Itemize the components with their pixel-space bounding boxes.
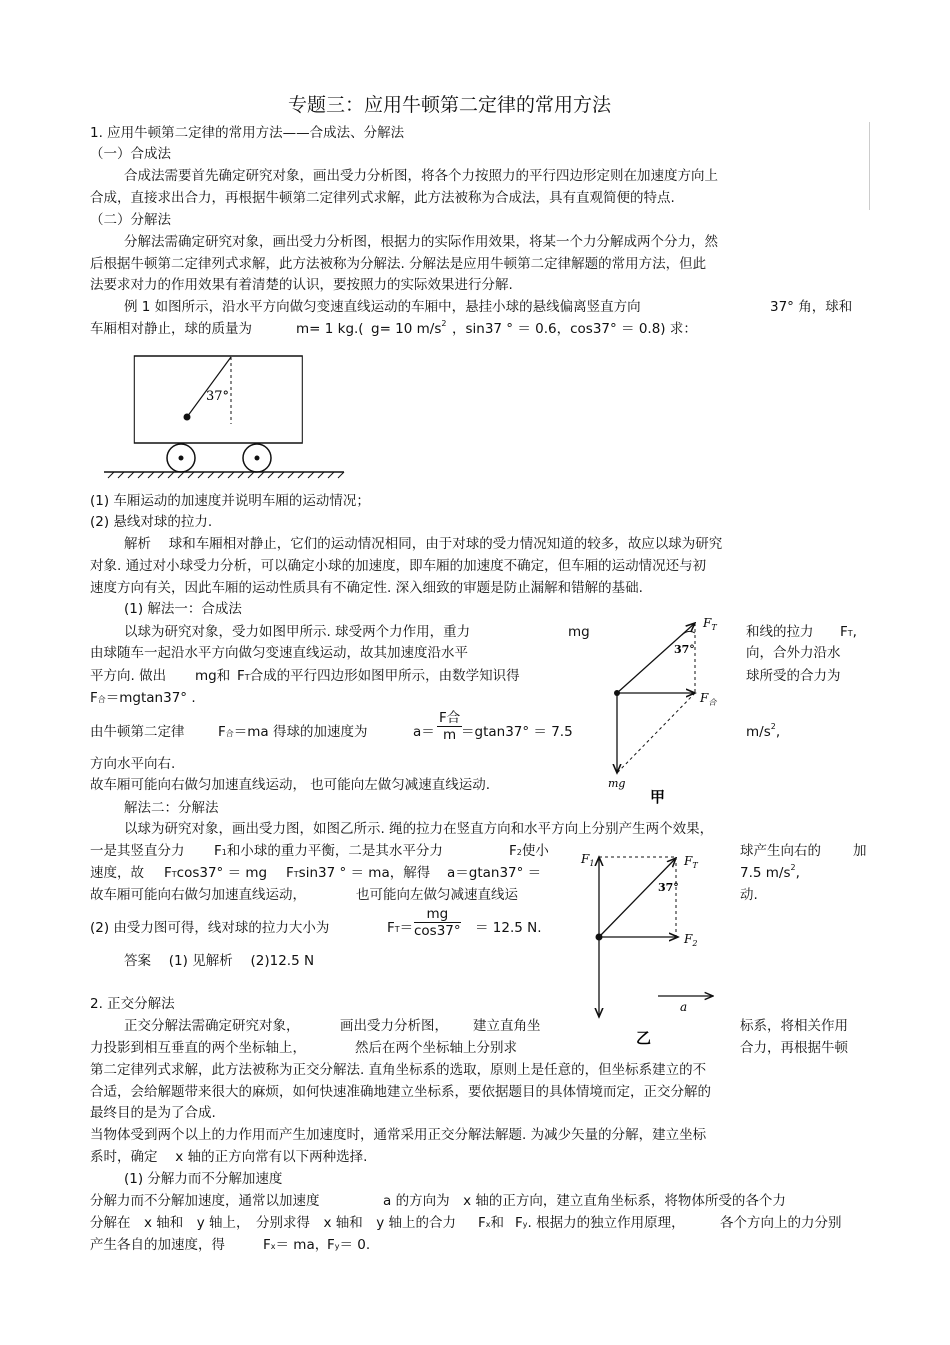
solution-line: 动. (740, 887, 758, 903)
section-2-heading: 2. 正交分解法 (90, 996, 175, 1012)
analysis-line: 对象. 通过对小球受力分析，可以确定小球的加速度，即车厢的加速度不确定，但车厢的运动情况还与初 (90, 558, 707, 574)
svg-text:37°: 37° (674, 643, 695, 656)
paragraph-line: 系时，确定 x 轴的正方向常有以下两种选择. (90, 1149, 368, 1165)
paragraph-line: 分解法需确定研究对象，画出受力分析图，根据力的实际作用效果，将某一个力分解成两个分力，然 (124, 234, 718, 250)
string-line (187, 357, 231, 417)
paragraph-line: 画出受力分析图， (340, 1018, 448, 1034)
solution-line: 由球随车一起沿水平方向做匀变速直线运动，故其加速度沿水平 (90, 645, 468, 661)
question-1: (1) 车厢运动的加速度并说明车厢的运动情况； (90, 493, 370, 509)
svg-text:a: a (680, 1000, 688, 1014)
margin-rule (869, 122, 870, 210)
fraction-numerator: mg (414, 907, 461, 923)
solution-line: (2) 由受力图可得，线对球的拉力大小为 (90, 920, 330, 936)
fraction-a (437, 711, 462, 742)
paragraph-line: 法要求对力的作用效果有着清楚的认识，要按照力的实际效果进行分解. (90, 277, 513, 293)
solution-line: 以球为研究对象，画出受力图，如图乙所示. 绳的拉力在竖直方向和水平方向上分别产生两个效果， (124, 821, 714, 837)
analysis-line: 解析 球和车厢相对静止，它们的运动情况相同，由于对球的受力情况知道的较多，故应以球为研究 (124, 536, 723, 552)
solution-line: 球所受的合力为 (746, 668, 841, 684)
paragraph-line: 各个方向上的力分别 (720, 1215, 842, 1231)
solution-2-heading: 解法二：分解法 (124, 800, 219, 816)
paragraph-line: a 的方向为 x 轴的正方向，建立直角坐标系，将物体所受的各个力 (383, 1193, 786, 1209)
cart-figure (100, 352, 350, 480)
fraction-denominator: m (443, 727, 457, 744)
svg-text:37°: 37° (658, 881, 679, 894)
example-line: 例 1 如图所示，沿水平方向做匀变速直线运动的车厢中，悬挂小球的悬线偏离竖直方向 (124, 299, 641, 315)
paragraph-line: 分解力而不分解加速度，通常以加速度 (90, 1193, 320, 1209)
example-line: 37° 角，球和 (770, 299, 853, 315)
svg-text:mg: mg (608, 777, 626, 790)
svg-text:F合: $F_合$ (700, 691, 717, 707)
solution-line: mg和 (195, 668, 231, 684)
svg-text:甲: 甲 (650, 788, 666, 806)
solution-line: 故车厢可能向右做匀加速直线运动， (90, 887, 306, 903)
example-line: 车厢相对静止，球的质量为 (90, 321, 252, 337)
solution-line: 加 (853, 843, 867, 859)
paragraph-line: 然后在两个坐标轴上分别求 (355, 1040, 517, 1056)
force-diagram-yi (578, 845, 738, 1055)
paragraph-line: 最终目的是为了合成. (90, 1105, 216, 1121)
solution-line: 也可能向左做匀减速直线运 (356, 887, 518, 903)
wheel-left-hub (179, 456, 184, 461)
solution-line: F合＝mgtan37° . (90, 690, 196, 706)
wheel-right-hub (255, 456, 260, 461)
paragraph-line: 正交分解法需确定研究对象， (124, 1018, 300, 1034)
solution-line: F1和小球的重力平衡，二是其水平分力 (214, 843, 443, 859)
paragraph-line: Fy＝ 0. (327, 1237, 371, 1253)
answer-line: 答案 (1) 见解析 (2)12.5 N (124, 953, 315, 969)
paragraph-line: Fx和 (478, 1215, 504, 1231)
example-line: m= 1 kg.( (296, 321, 364, 337)
paragraph-line: 合成，直接求出合力，再根据牛顿第二定律列式求解，此方法被称为合成法，具有直观简便的特点. (90, 190, 675, 206)
solution-line: ＝gtan37° ＝ 7.5 (461, 724, 573, 740)
paragraph-line: 当物体受到两个以上的力作用而产生加速度时，通常采用正交分解法解题. 为减少矢量的分解，建立坐标 (90, 1127, 707, 1143)
subsection-heading: (1) 分解力而不分解加速度 (124, 1171, 283, 1187)
solution-line: FT合成的平行四边形如图甲所示，由数学知识得 (237, 668, 520, 684)
solution-line: F2使小 (509, 843, 549, 859)
solution-line: 方向水平向右. (90, 756, 176, 772)
svg-text:F2: $F_2$ (684, 932, 698, 948)
solution-line: a＝gtan37° ＝ (447, 865, 542, 881)
force-diagram-jia (600, 615, 730, 805)
solution-line: F合＝ma 得球的加速度为 (218, 724, 368, 740)
paragraph-line: 合力，再根据牛顿 (740, 1040, 848, 1056)
paragraph-line: 建立直角坐 (473, 1018, 541, 1034)
ground-hatching (108, 472, 344, 478)
solution-line: 一是其竖直分力 (90, 843, 185, 859)
svg-text:乙: 乙 (636, 1029, 652, 1047)
paragraph-line: 分解在 x 轴和 y 轴上， (90, 1215, 250, 1231)
solution-line: FT＝ (387, 920, 414, 936)
solution-line: FTcos37° ＝ mg (164, 865, 268, 881)
solution-line: 和线的拉力 (746, 624, 814, 640)
fraction-ft (414, 907, 461, 938)
subsection-heading-hecheng: （一）合成法 (90, 146, 171, 162)
page-title: 专题三：应用牛顿第二定律的常用方法 (288, 94, 612, 116)
solution-line: $m/s^2$, (746, 722, 781, 740)
paragraph-line: 第二定律列式求解，此方法被称为正交分解法. 直角坐标系的选取，原则上是任意的，但坐标系建立的不 (90, 1062, 707, 1078)
subsection-heading-fenjie: （二）分解法 (90, 212, 171, 228)
solution-line: 故车厢可能向右做匀加速直线运动， 也可能向左做匀减速直线运动. (90, 777, 491, 793)
solution-line: 球产生向右的 (740, 843, 821, 859)
solution-line: 向，合外力沿水 (746, 645, 841, 661)
solution-1-heading: (1) 解法一：合成法 (124, 601, 242, 617)
fraction-numerator: F合 (439, 710, 461, 726)
svg-text:FT: $F_T$ (684, 854, 698, 870)
fraction-denominator: cos37° (414, 923, 461, 940)
svg-text:FT: $F_T$ (703, 616, 717, 632)
solution-line: 由牛顿第二定律 (90, 724, 185, 740)
paragraph-line: Fx＝ ma， (263, 1237, 329, 1253)
example-line: g= 10 $m/s^2$ (371, 319, 447, 337)
cart-angle-label: 37° (206, 389, 230, 404)
example-line: ，sin37 ° ＝ 0.6，cos37° ＝ 0.8) 求： (452, 321, 697, 337)
paragraph-line: Fy. 根据力的独立作用原理， (515, 1215, 685, 1231)
paragraph-line: 力投影到相互垂直的两个坐标轴上， (90, 1040, 306, 1056)
solution-line: 7.5 $m/s^2$, (740, 863, 800, 881)
analysis-line: 速度方向有关，因此车厢的运动性质具有不确定性. 深入细致的审题是防止漏解和错解的基础. (90, 580, 643, 596)
paragraph-line: 标系，将相关作用 (740, 1018, 848, 1034)
section-1-heading: 1. 应用牛顿第二定律的常用方法——合成法、分解法 (90, 125, 405, 141)
solution-line: 以球为研究对象，受力如图甲所示. 球受两个力作用，重力 (124, 624, 471, 640)
solution-line: 平方向. 做出 (90, 668, 167, 684)
paragraph-line: 产生各自的加速度，得 (90, 1237, 225, 1253)
solution-line: 速度，故 (90, 865, 144, 881)
solution-line: mg (568, 624, 590, 640)
paragraph-line: 合适，会给解题带来很大的麻烦，如何快速准确地建立坐标系，要依据题目的具体情境而定，正交分解的 (90, 1084, 711, 1100)
ball (184, 414, 191, 421)
paragraph-line: 合成法需要首先确定研究对象，画出受力分析图，将各个力按照力的平行四边形定则在加速度方向上 (124, 168, 718, 184)
question-2: (2) 悬线对球的拉力. (90, 514, 213, 530)
svg-text:F1: $F_1$ (581, 852, 595, 868)
solution-line: FTsin37 ° ＝ ma，解得 (286, 865, 431, 881)
paragraph-line: 分别求得 x 轴和 y 轴上的合力 (256, 1215, 457, 1231)
solution-line: ＝ 12.5 N. (475, 920, 542, 936)
solution-line: a＝ (413, 724, 435, 740)
paragraph-line: 后根据牛顿第二定律列式求解，此方法被称为分解法. 分解法是应用牛顿第二定律解题的常用方法，但此 (90, 256, 707, 272)
solution-line: FT, (840, 624, 857, 640)
